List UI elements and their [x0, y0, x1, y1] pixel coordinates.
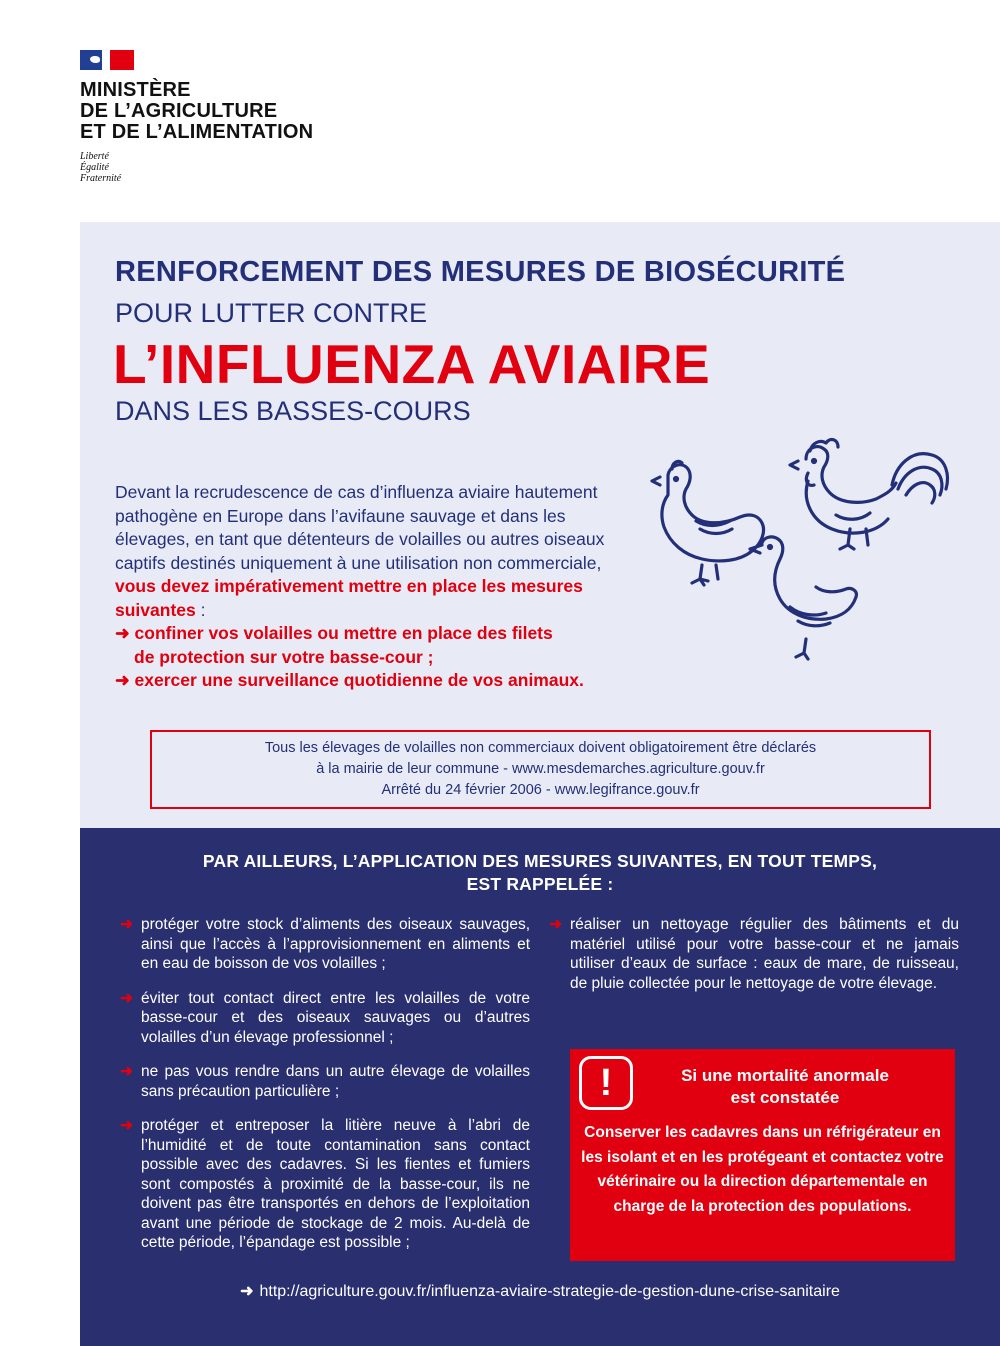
measure-text: protéger votre stock d’aliments des oiseaux sauvages, ainsi que l’accès à l’approvisionnement en aliments et en eau de boisson de vos volailles ;: [141, 916, 530, 972]
arrow-icon: ➜: [549, 916, 562, 933]
motto-line: Égalité: [80, 162, 109, 173]
bullet-text: confiner vos volailles ou mettre en place des filets: [134, 623, 553, 643]
rooster-icon: [790, 440, 947, 549]
measures-title-line: EST RAPPELÉE :: [466, 874, 614, 894]
intro-bullet-continued: de protection sur votre basse-cour ;: [134, 646, 434, 667]
mortality-alert-box: [570, 1049, 955, 1261]
intro-bullet: [115, 622, 635, 646]
poultry-illustration: [630, 425, 960, 665]
measure-text: réaliser un nettoyage régulier des bâtiments et du matériel utilisé pour votre basse-cour et ne jamais utiliser d’eaux de surface : eaux de mare, de ruisseau, de pluie collectée pour le nettoyage de votre élevage.: [570, 916, 959, 992]
alert-body: Conserver les cadavres dans un réfrigérateur en les isolant et en les protégeant et contactez votre vétérinaire ou la direction départementale en charge de la protection des populations.: [581, 1124, 944, 1215]
measure-item: [120, 1062, 530, 1101]
arrow-icon: ➜: [240, 1283, 254, 1300]
measures-right-column: [549, 915, 959, 1008]
declaration-notice: [150, 730, 931, 809]
hen-icon: [652, 461, 764, 585]
intro-emphasis: vous devez impérativement mettre en place les mesures suivantes: [115, 576, 583, 620]
marianne-flag-icon: [80, 50, 134, 70]
measures-left-column: [120, 915, 530, 1268]
alert-heading-line: est constatée: [730, 1088, 840, 1107]
motto-line: Fraternité: [80, 173, 122, 184]
intro-colon: :: [195, 599, 206, 620]
title-suffix: DANS LES BASSES-COURS: [115, 396, 471, 426]
bullet-text: exercer une surveillance quotidienne de vos animaux.: [134, 670, 584, 690]
main-title: L’INFLUENZA AVIAIRE: [113, 333, 711, 395]
measures-title: [80, 850, 1000, 896]
notice-line: Arrêté du 24 février 2006 - www.legifrance.gouv.fr: [381, 782, 700, 798]
ministry-line: ET DE L’ALIMENTATION: [80, 121, 314, 143]
arrow-icon: ➜: [115, 623, 130, 643]
ministry-line: DE L’AGRICULTURE: [80, 100, 278, 122]
ministry-line: MINISTÈRE: [80, 79, 191, 101]
republic-motto: [80, 151, 313, 184]
measures-title-line: PAR AILLEURS, L’APPLICATION DES MESURES SUIVANTES, EN TOUT TEMPS,: [202, 851, 878, 871]
alert-heading: [640, 1065, 930, 1109]
subheadline: POUR LUTTER CONTRE: [115, 298, 428, 328]
measure-item: [120, 1116, 530, 1253]
footer-link[interactable]: http://agriculture.gouv.fr/influenza-aviaire-strategie-de-gestion-dune-crise-sanitaire: [259, 1283, 840, 1300]
notice-line: à la mairie de leur commune - www.mesdemarches.agriculture.gouv.fr: [316, 761, 765, 777]
arrow-icon: ➜: [120, 916, 133, 933]
intro-bullet: [115, 669, 635, 693]
motto-line: Liberté: [80, 151, 109, 162]
measure-item: [120, 915, 530, 974]
measure-item: [549, 915, 959, 993]
goose-icon: [750, 537, 856, 659]
arrow-icon: ➜: [120, 1117, 133, 1134]
intro-paragraph: Devant la recrudescence de cas d’influenza aviaire hautement pathogène en Europe dans l’avifaune sauvage et dans les élevages, en tant que détenteurs de volailles ou autres oiseaux captifs destinés uniquement à une utilisation non commerciale,: [115, 482, 605, 573]
arrow-icon: ➜: [115, 670, 130, 690]
measure-text: éviter tout contact direct entre les volailles de votre basse-cour et des oiseaux sauvages ou d’autres volailles d’un élevage professionnel ;: [141, 989, 530, 1046]
ministry-name: [80, 80, 313, 143]
measure-text: ne pas vous rendre dans un autre élevage de volailles sans précaution particulière ;: [141, 1063, 530, 1100]
measure-item: [120, 989, 530, 1048]
footer-link-row: [80, 1281, 1000, 1301]
arrow-icon: ➜: [120, 1063, 133, 1080]
measure-text: protéger et entreposer la litière neuve à l’abri de l’humidité et de toute contamination sans contact possible avec des cadavres. Si les fientes et fumiers sont compostés à proximité de la basse-cour, ils ne doivent pas être transportés en dehors de l’exploitation avant une période de stockage de 2 mois. Au-delà de cette période, l’épandage est possible ;: [141, 1117, 530, 1251]
notice-line: Tous les élevages de volailles non commerciaux doivent obligatoirement être déclarés: [264, 740, 817, 756]
alert-heading-line: Si une mortalité anormale: [681, 1066, 889, 1085]
headline: RENFORCEMENT DES MESURES DE BIOSÉCURITÉ: [115, 256, 846, 288]
arrow-icon: ➜: [120, 989, 133, 1007]
warning-icon: !: [579, 1056, 633, 1110]
ministry-logo: [80, 50, 313, 184]
intro-text: [115, 481, 635, 693]
